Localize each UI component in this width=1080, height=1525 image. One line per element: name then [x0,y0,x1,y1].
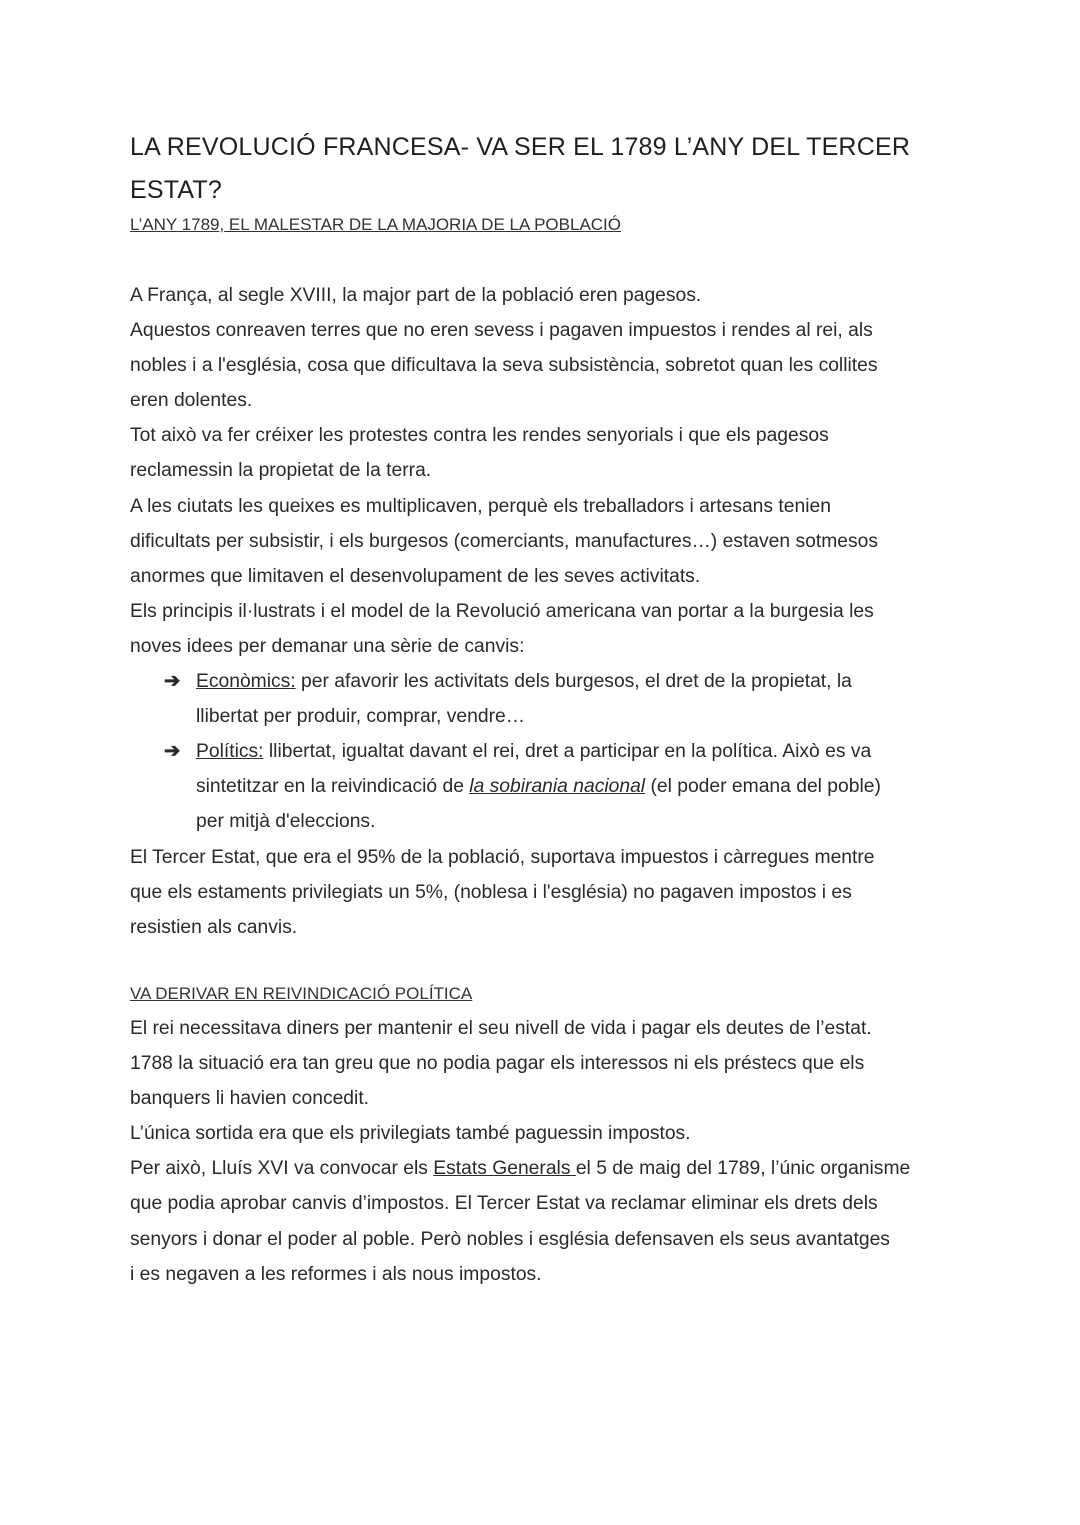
section-heading: L’ANY 1789, EL MALESTAR DE LA MAJORIA DE LA POBLACIÓ [130,215,622,234]
text-line [130,489,881,524]
text-segment: (el poder emana del poble) [645,776,881,798]
underlined-term: la sobirania nacional [469,776,646,798]
text-segment: reclamessin la propietat de la terra. [130,460,432,482]
text-segment: 1788 la situació era tan greu que no podia pagar els interessos ni els préstecs que els [130,1053,865,1075]
text-segment: resistien als canvis. [130,916,298,938]
text-line [130,453,881,488]
title-line: LA REVOLUCIÓ FRANCESA- VA SER EL 1789 L’ANY DEL TERCER [130,133,911,161]
text-line [130,278,881,313]
document-title [130,126,910,212]
text-segment: per afavorir les activitats dels burgesos, el dret de la propietat, la [295,671,852,693]
bullet-item-line [130,734,881,769]
text-line [130,1186,910,1221]
text-line [130,594,881,629]
text-segment: noves idees per demanar una sèrie de canvis: [130,635,525,657]
text-segment: llibertat per produir, comprar, vendre… [196,706,526,728]
underlined-term: Estats Generals [433,1158,576,1180]
text-segment: El Tercer Estat, que era el 95% de la població, suportava impuestos i càrregues mentre [130,846,875,868]
text-segment: per mitjà d'eleccions. [196,811,376,833]
text-segment: que els estaments privilegiats un 5%, (noblesa i l'església) no pagaven impostos i es [130,881,852,903]
text-segment: Aquestos conreaven terres que no eren sevess i pagaven impuestos i rendes al rei, als [130,320,873,342]
section-body [130,1011,910,1292]
text-line [130,629,881,664]
text-segment: L’única sortida era que els privilegiats també paguessin impostos. [130,1123,691,1145]
text-line [130,875,881,910]
underlined-term: Polítics: [196,741,264,763]
text-line [130,910,881,945]
underlined-term: Econòmics: [196,671,296,693]
text-segment: dificultats per subsistir, i els burgesos (comerciants, manufactures…) estaven sotmesos [130,530,878,552]
title-line: ESTAT? [130,176,222,204]
text-segment: Per això, Lluís XVI va convocar els [130,1158,434,1180]
text-segment: i es negaven a les reformes i als nous impostos. [130,1263,542,1285]
section-heading: VA DERIVAR EN REIVINDICACIÓ POLÍTICA [130,984,473,1003]
text-line [130,524,881,559]
text-line [130,804,881,839]
text-line [130,418,881,453]
text-segment: eren dolentes. [130,390,253,412]
text-line [130,1081,910,1116]
text-line [130,1222,910,1257]
text-segment: banquers li havien concedit. [130,1088,370,1110]
text-segment: El rei necessitava diners per mantenir el seu nivell de vida i pagar els deutes de l’estat. [130,1018,872,1039]
text-segment: A les ciutats les queixes es multiplicaven, perquè els treballadors i artesans tenien [130,495,831,517]
text-segment: nobles i a l'església, cosa que dificultava la seva subsistència, sobretot quan les collites [130,355,878,377]
text-segment: senyors i donar el poder al poble. Però nobles i església defensaven els seus avantatges [130,1228,890,1250]
section-body [130,278,881,945]
text-line [130,383,881,418]
bullet-item-line [130,664,881,699]
text-line [130,1046,910,1081]
text-line [130,559,881,594]
text-line [130,1116,910,1151]
text-segment: Els principis il·lustrats i el model de la Revolució americana van portar a la burgesia les [130,600,874,622]
text-line [130,699,881,734]
arrow-bullet-icon: ➔ [164,671,181,693]
text-segment: sintetitzar en la reivindicació de [196,776,470,798]
text-segment: llibertat, igualtat davant el rei, dret a participar en la política. Això es va [263,741,872,763]
text-line [130,840,881,875]
text-segment: anormes que limitaven el desenvolupament de les seves activitats. [130,565,701,587]
text-line [130,348,881,383]
arrow-bullet-icon: ➔ [164,741,181,763]
text-line [130,313,881,348]
text-segment: Tot això va fer créixer les protestes contra les rendes senyorials i que els pagesos [130,425,829,447]
text-line [130,1257,910,1292]
text-segment: el 5 de maig del 1789, l’únic organisme [575,1158,911,1180]
text-segment: A França, al segle XVIII, la major part de la població eren pagesos. [130,285,702,306]
text-line [130,1151,910,1186]
text-line [130,769,881,804]
text-line [130,1011,910,1046]
text-segment: que podia aprobar canvis d’impostos. El Tercer Estat va reclamar eliminar els drets dels [130,1193,878,1215]
